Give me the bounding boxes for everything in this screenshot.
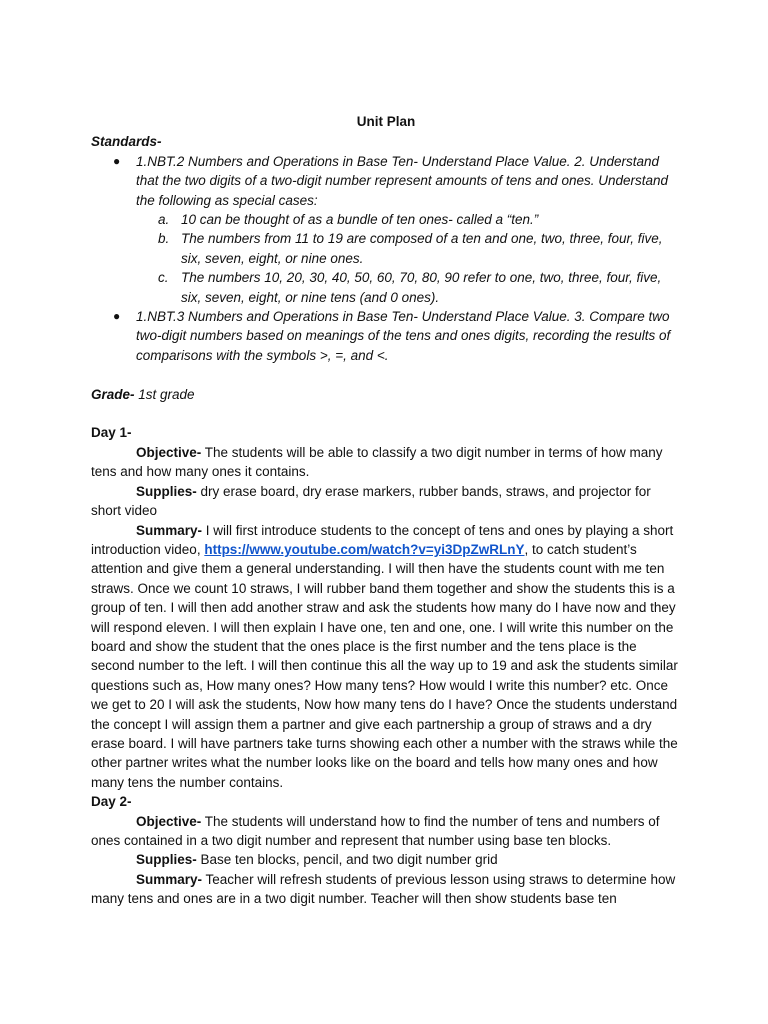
supplies-text: dry erase board, dry erase markers, rubber bands, straws, and projector for short video <box>91 483 651 519</box>
day1-summary <box>91 521 681 793</box>
supplies-label: Supplies- <box>136 852 197 868</box>
bullet-icon: ● <box>113 153 121 168</box>
day1-supplies <box>91 482 681 521</box>
standard-item-1 <box>91 152 681 307</box>
summary-text-after: , to catch student’s attention and give them a general understanding. I will then have the students count with me ten straws. Once we count 10 straws, I will rubber band them together and show the students this is a group of ten. I will then add another straw and ask the students how many do I have now and they will respond eleven. I will then explain I have one, ten and one, one. I will write this number on the board and show the student that the ones place is the first number and the tens place is the second number to the left. I will then continue this all the way up to 19 and ask the students similar questions such as, How many ones? How many tens? How would I write this number? etc. Once we get to 20 I will ask the students, Now how many tens do I have? Once the students understand the concept I will assign them a partner and give each partnership a group of straws and a dry erase board. I will have partners take turns showing each other a number with the straws while the other partner writes what the number looks like on the board and tells how many ones and how many tens the number contains. <box>91 541 678 790</box>
day1-objective <box>91 443 681 482</box>
case-letter-a: a. <box>158 212 170 228</box>
grade-line <box>91 385 681 404</box>
standards-heading: Standards- <box>91 134 162 150</box>
case-letter-b: b. <box>158 231 170 247</box>
objective-text: The students will understand how to find the number of tens and numbers of ones contained in a two digit number and represent that number using base ten blocks. <box>91 813 660 848</box>
summary-label: Summary- <box>136 522 203 538</box>
spacer <box>91 404 681 423</box>
day2-heading: Day 2- <box>91 794 132 810</box>
objective-label: Objective- <box>136 813 202 829</box>
bullet-icon: ● <box>113 309 121 324</box>
day2-summary <box>91 870 681 909</box>
document-page <box>91 112 681 909</box>
standard-text-1: 1.NBT.2 Numbers and Operations in Base Ten- Understand Place Value. 2. Understand that the two digits of a two-digit number represent amounts of tens and ones. Understand the following as special cases: <box>136 153 669 208</box>
case-text-a: 10 can be thought of as a bundle of ten ones- called a “ten.” <box>181 212 539 228</box>
standard-item-2 <box>91 307 681 365</box>
summary-text-before: I will first introduce students to the concept of tens and ones by playing a short introduction video, <box>91 522 674 557</box>
case-text-b: The numbers from 11 to 19 are composed of a ten and one, two, three, four, five, six, seven, eight, or nine ones. <box>181 231 663 266</box>
special-cases-list <box>91 210 681 307</box>
page-title: Unit Plan <box>356 114 416 129</box>
supplies-label: Supplies- <box>136 483 197 499</box>
day1-heading: Day 1- <box>91 425 132 441</box>
case-item-a <box>136 210 681 229</box>
standard-text-2: 1.NBT.3 Numbers and Operations in Base Ten- Understand Place Value. 3. Compare two two-digit numbers based on meanings of the tens and ones digits, recording the results of comparisons with the symbols >, =, and <. <box>136 309 671 363</box>
grade-label: Grade- <box>91 386 135 402</box>
case-letter-c: c. <box>158 270 169 286</box>
standards-list <box>91 152 681 365</box>
day2-supplies <box>91 850 681 869</box>
objective-text: The students will be able to classify a two digit number in terms of how many tens and how many ones it contains. <box>91 444 663 480</box>
summary-label: Summary- <box>136 871 203 887</box>
case-item-c <box>136 268 681 307</box>
case-text-c: The numbers 10, 20, 30, 40, 50, 60, 70, 80, 90 refer to one, two, three, four, five, six, seven, eight, or nine tens (and 0 ones). <box>181 270 662 305</box>
video-link[interactable]: https://www.youtube.com/watch?v=yi3DpZwRLnY <box>204 541 525 557</box>
case-item-b <box>136 229 681 268</box>
day2-objective <box>91 812 681 851</box>
supplies-text: Base ten blocks, pencil, and two digit number grid <box>196 852 498 868</box>
grade-value: 1st grade <box>134 386 195 402</box>
objective-label: Objective- <box>136 444 202 460</box>
summary-text: Teacher will refresh students of previous lesson using straws to determine how many tens and ones are in a two digit number. Teacher will then show students base ten <box>91 871 676 907</box>
spacer <box>91 365 681 384</box>
